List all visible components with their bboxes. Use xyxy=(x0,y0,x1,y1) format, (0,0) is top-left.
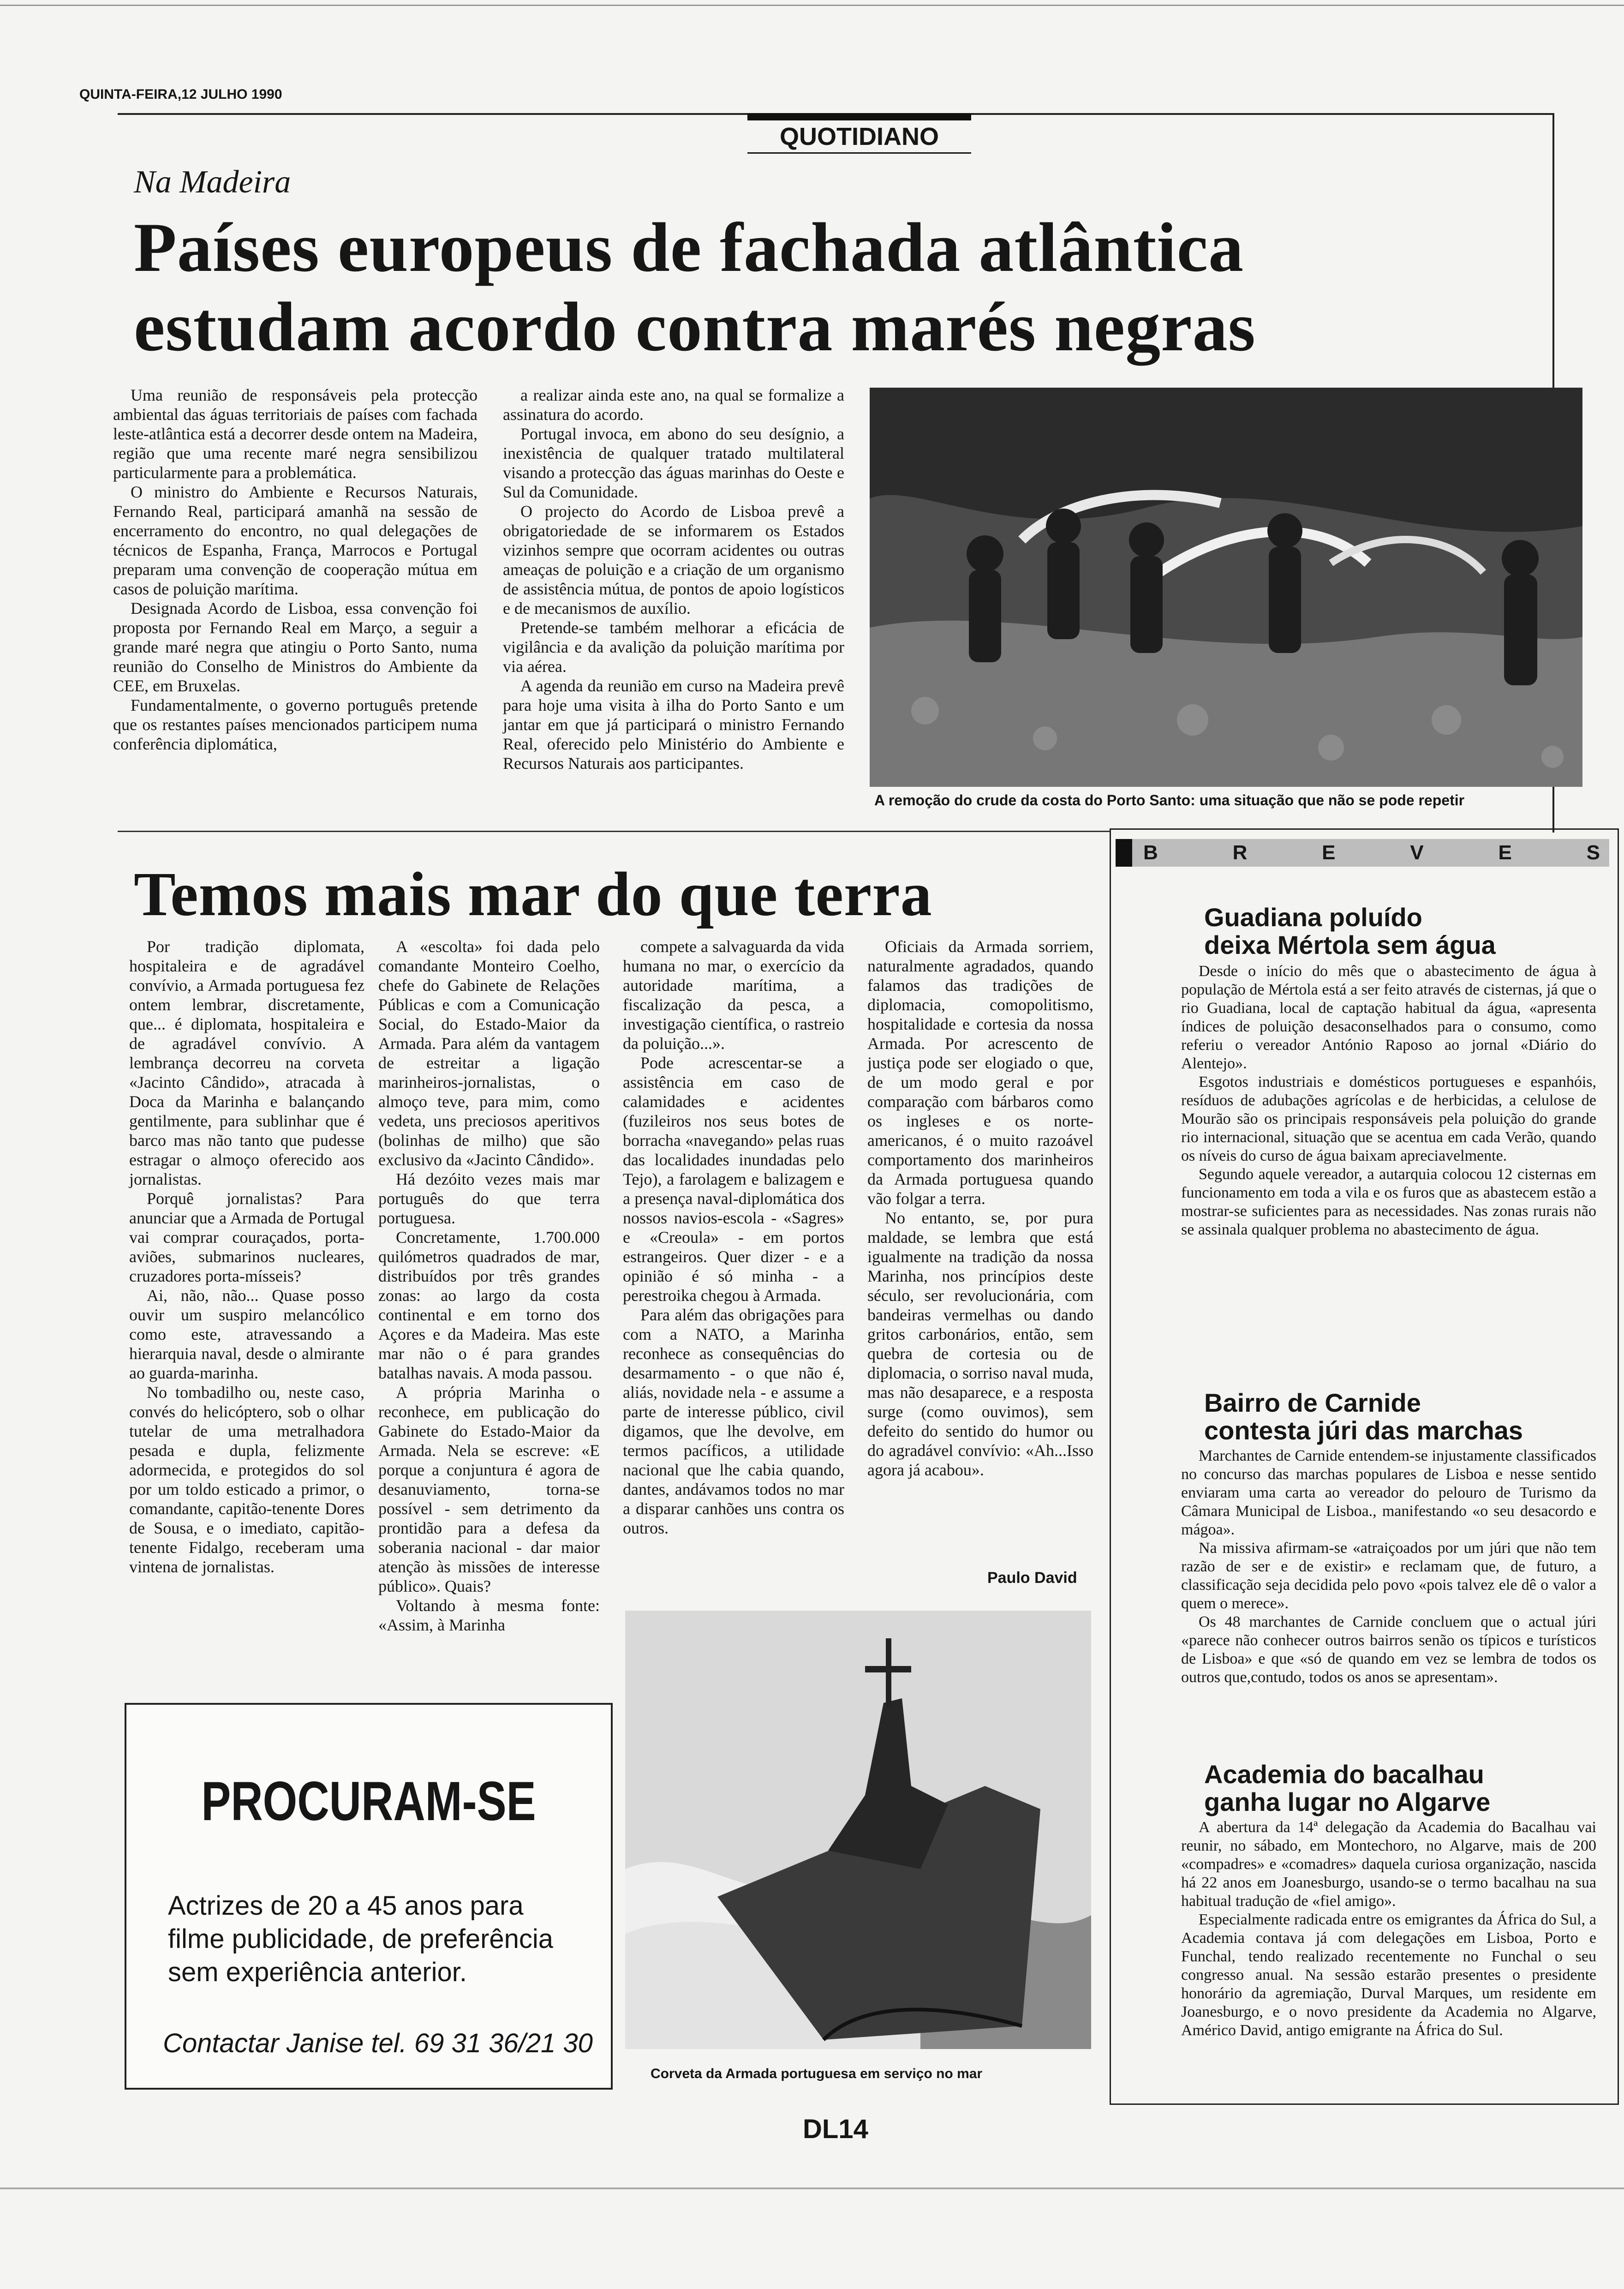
paragraph: Segundo aquele vereador, a autarquia colocou 12 cisternas em funcionamento em toda a vila e os furos que as abastecem estão a mostrar-se suficientes para as necessidades. Nas zonas rurais não se assinala qualquer problema no abastecimento de água. xyxy=(1181,1166,1596,1238)
page-folio: DL14 xyxy=(803,2114,868,2144)
breve3-body xyxy=(1181,1818,1596,2040)
headline-line-2: estudam acordo contra marés negras xyxy=(134,288,1256,366)
paragraph: Voltando à mesma fonte: «Assim, à Marinha xyxy=(378,1596,600,1634)
paragraph: Os 48 marchantes de Carnide concluem que o actual júri «parece não conhecer outros bairros senão os típicos e turísticos de Lisboa» e que «só de quando em vez se lembra de todos os outros que,contudo, todos os anos se apresentam». xyxy=(1181,1613,1596,1686)
paragraph: Porquê jornalistas? Para anunciar que a Armada de Portugal vai comprar couraçados, porta-aviões, submarinos nucleares, cruzadores porta-mísseis? xyxy=(129,1189,364,1285)
paragraph: Oficiais da Armada sorriem, naturalmente agradados, quando falamos das tradições de diplomacia, comopolitismo, hospitalidade e cortesia da nossa Armada. Por acrescento de justiça pode ser elogiado o que, de um modo geral e por comparação com bárbaros como os ingleses e os norte-americanos, é o muito razoável comportamento dos marinheiros da Armada portuguesa quando vão folgar a terra. xyxy=(867,937,1093,1208)
paragraph: Fundamentalmente, o governo português pretende que os restantes países mencionados participem numa conferência diplomática, xyxy=(113,696,478,753)
breve1-title xyxy=(1204,904,1496,959)
title-line: deixa Mértola sem água xyxy=(1204,930,1496,959)
article2-column-3 xyxy=(623,937,844,1538)
paragraph: A abertura da 14ª delegação da Academia do Bacalhau vai reunir, no sábado, em Montechoro, no Algarve, mais de 200 «compadres» e «comadres» daquela curiosa organização, nascida há 22 anos em Joanesburgo, usando-se o termo bacalhau na sua habitual tradução de «fiel amigo». xyxy=(1181,1819,1596,1910)
dateline: QUINTA-FEIRA,12 JULHO 1990 xyxy=(79,87,282,102)
paragraph: Especialmente radicada entre os emigrantes da África do Sul, a Academia contava já com delegações em Lisboa, Porto e Funchal, tendo realizado recentemente no Funchal o seu congresso anual. Na sessão estarão presentes o presidente honorário da agremiação, Durval Marques, um residente em Joanesburgo, e o novo presidente da Academia no Algarve, Américo David, antigo emigrante na África do Sul. xyxy=(1181,1911,1596,2039)
title-line: contesta júri das marchas xyxy=(1204,1416,1523,1445)
paragraph: Marchantes de Carnide entendem-se injustamente classificados no concurso das marchas populares de Lisboa e nesse sentido enviaram uma carta ao vereador do pelouro de Turismo da Câmara Municipal de Lisboa., manifestando «o seu desacordo e mágoa». xyxy=(1181,1447,1596,1538)
ad-title: PROCURAM-SE xyxy=(201,1770,536,1832)
article2-author: Paulo David xyxy=(987,1569,1077,1587)
article1-column-1 xyxy=(113,385,478,754)
paragraph: Ai, não, não... Quase posso ouvir um suspiro melancólico como este, atravessando a hierarquia naval, desde o almirante ao guarda-marinha. xyxy=(129,1286,364,1382)
title-line: Bairro de Carnide xyxy=(1204,1388,1421,1417)
breves-letter: E xyxy=(1498,841,1512,864)
classified-ad xyxy=(125,1703,613,2090)
paragraph: Designada Acordo de Lisboa, essa convenção foi proposta por Fernando Real em Março, a seguir a grande maré negra que atingiu o Porto Santo, numa reunião do Conselho de Ministros do Ambiente da CEE, em Bruxelas. xyxy=(113,599,478,695)
paragraph: compete a salvaguarda da vida humana no mar, o exercício da autoridade marítima, a fiscalização da pesca, a investigação científica, o rastreio da poluição...». xyxy=(623,937,844,1053)
article2-column-4 xyxy=(867,937,1093,1480)
paragraph: Desde o início do mês que o abastecimento de água à população de Mértola está a ser feito através de cisternas, já que o rio Guadiana, local de captação habitual da água, «apresenta índices de poluição desaconselhados para o consumo, como referiu o vereador António Raposo ao jornal «Diário do Alentejo». xyxy=(1181,963,1596,1072)
section-bar xyxy=(747,113,971,120)
article1-column-2 xyxy=(503,385,844,773)
scan-bottom-line xyxy=(0,2187,1624,2189)
section-label: QUOTIDIANO xyxy=(747,121,971,154)
headline-line-1: Países europeus de fachada atlântica xyxy=(134,209,1244,286)
article1-photo-caption: A remoção do crude da costa do Porto Santo: uma situação que não se pode repetir xyxy=(874,792,1465,809)
paragraph: Para além das obrigações para com a NATO, a Marinha reconhece as consequências do desarmamento - o que não é, aliás, novidade nela - e assume a parte de interesse público, civil digamos, que lhe devolve, em termos pacíficos, a utilidade nacional que lhe cabia quando, dantes, andávamos todos no mar a disparar canhões uns contra os outros. xyxy=(623,1306,844,1537)
paragraph: Pode acrescentar-se a assistência em caso de calamidades e acidentes (fuzileiros nos seus botes de borracha «navegando» pelas ruas das localidades inundadas pelo Tejo), a farolagem e balizagem e a presença naval-diplomática dos nossos navios-escola - «Sagres» e «Creoula» - em portos estrangeiros. Quer dizer - e a opinião é só minha - a perestroika chegou à Armada. xyxy=(623,1054,844,1305)
oil-cleanup-image-icon xyxy=(870,388,1582,787)
breves-letter: V xyxy=(1410,841,1424,864)
paragraph: a realizar ainda este ano, na qual se formalize a assinatura do acordo. xyxy=(503,386,844,424)
breves-letters xyxy=(1143,841,1609,864)
article1-headline xyxy=(134,208,1541,366)
article2-column-1 xyxy=(129,937,364,1576)
title-line: ganha lugar no Algarve xyxy=(1204,1787,1491,1816)
paragraph: No tombadilho ou, neste caso, convés do helicóptero, sob o olhar tutelar de uma metralhadora pesada e dupla, felizmente adormecida, e protegidos do sol por um toldo esticado a primor, o comandante, capitão-tenente Dores de Sousa, e o imediato, capitão-tenente Fidalgo, receberam uma vintena de jornalistas. xyxy=(129,1383,364,1576)
paragraph: Há dezóito vezes mais mar português do que terra portuguesa. xyxy=(378,1170,600,1227)
article1-kicker: Na Madeira xyxy=(134,164,291,200)
horizontal-divider xyxy=(118,831,1110,832)
paragraph: A própria Marinha o reconhece, em publicação do Gabinete do Estado-Maior da Armada. Nela se escreve: «E porque a conjuntura é agora de desanuviamento, torna-se possível - sem detrimento da prontidão para a defesa da soberania nacional - dar maior atenção às missões de interesse público». Quais? xyxy=(378,1383,600,1595)
article2-column-2 xyxy=(378,937,600,1635)
paragraph: A «escolta» foi dada pelo comandante Monteiro Coelho, chefe do Gabinete de Relações Públicas e com a Comunicação Social, do Estado-Maior da Armada. Para além da vantagem de estreitar a ligação marinheiros-jornalistas, o almoço teve, para mim, como vedeta, uns preciosos aperitivos (bolinhas de milho) que são exclusivo da «Jacinto Cândido». xyxy=(378,937,600,1169)
paragraph: Na missiva afirmam-se «atraiçoados por um júri que não tem razão de ser e de existir» e reclamam que, de futuro, a classificação seja decidida pelo povo «pois talvez ele dê o valor a quem o merece». xyxy=(1181,1540,1596,1612)
breves-letter: E xyxy=(1322,841,1336,864)
breve2-title xyxy=(1204,1389,1523,1444)
title-line: Guadiana poluído xyxy=(1204,903,1422,932)
paragraph: Concretamente, 1.700.000 quilómetros quadrados de mar, distribuídos por três grandes zonas: ao largo da costa continental e em torno dos Açores e da Madeira. Mas este mar não o é para grandes batalhas navais. A moda passou. xyxy=(378,1228,600,1382)
paragraph: Pretende-se também melhorar a eficácia de vigilância e da avalição da poluição marítima por via aérea. xyxy=(503,618,844,676)
breves-letter: S xyxy=(1586,841,1600,864)
breve3-title xyxy=(1204,1761,1490,1816)
breve2-body xyxy=(1181,1447,1596,1687)
paragraph: O ministro do Ambiente e Recursos Naturais, Fernando Real, participará amanhã na sessão de encerramento do encontro, no qual delegações de técnicos de Espanha, França, Marrocos e Portugal preparam uma convenção de cooperação mútua em casos de poluição marítima. xyxy=(113,483,478,598)
paragraph: Portugal invoca, em abono do seu desígnio, a inexistência de qualquer tratado multilateral visando a protecção das águas marinhas do Oeste e Sul da Comunidade. xyxy=(503,425,844,501)
corvette-ship-photo xyxy=(625,1611,1091,2049)
ad-text: Actrizes de 20 a 45 anos para filme publicidade, de preferência sem experiência anterior. xyxy=(168,1891,554,1987)
paragraph: Esgotos industriais e domésticos portugueses e espanhóis, resíduos de adubações agrícolas e de herbicidas, a celulose de Mourão são os principais responsáveis pela poluição do grande rio internacional, situação que se acentua em cada Verão, quando os níveis do curso de água baixam apreciavelmente. xyxy=(1181,1073,1596,1164)
corvette-ship-image-icon xyxy=(625,1611,1091,2049)
paragraph: No entanto, se, por pura maldade, se lembra que está igualmente na tradição da nossa Marinha, nos princípios deste século, ser revolucionária, com bandeiras vermelhas ou dando gritos carbonários, então, sem quebra de cortesia ou de diplomacia, o sorriso naval muda, mas não desaparece, e a resposta surge (como ouvimos), sem defeito do sentido do humor ou do agradável convívio: «Ah...Isso agora já acabou». xyxy=(867,1209,1093,1479)
breve1-body xyxy=(1181,962,1596,1239)
oil-cleanup-photo xyxy=(870,388,1582,787)
paragraph: O projecto do Acordo de Lisboa prevê a obrigatoriedade de se informarem os Estados vizinhos sempre que ocorram acidentes ou outras ameaças de poluição e a criação de um organismo de assistência mútua, de pontos de apoio logísticos e de mecanismos de auxílio. xyxy=(503,502,844,617)
breves-marker xyxy=(1116,839,1132,867)
scan-top-line xyxy=(0,5,1624,6)
article2-photo-caption: Corveta da Armada portuguesa em serviço no mar xyxy=(651,2066,983,2081)
paragraph: A agenda da reunião em curso na Madeira prevê para hoje uma visita à ilha do Porto Santo e um jantar em que já participará o ministro Fernando Real, oferecido pelo Ministério do Ambiente e Recursos Naturais aos participantes. xyxy=(503,677,844,773)
article2-headline: Temos mais mar do que terra xyxy=(134,860,932,929)
ad-contact: Contactar Janise tel. 69 31 36/21 30 xyxy=(163,2028,593,2058)
paragraph: Uma reunião de responsáveis pela protecção ambiental das águas territoriais de países com fachada leste-atlântica está a decorrer desde ontem na Madeira, região que uma recente maré negra sensibilizou particularmente para a problemática. xyxy=(113,386,478,482)
paragraph: Por tradição diplomata, hospitaleira e de agradável convívio, a Armada portuguesa fez ontem lembrar, discretamente, que... é diplomata, hospitaleira e de agradável convívio. A lembrança decorreu na corveta «Jacinto Cândido», atracada à Doca da Marinha e balançando gentilmente, para sublinhar que é barco mas não tanto que pudesse estragar o almoço oferecido aos jornalistas. xyxy=(129,937,364,1188)
breves-letter: R xyxy=(1232,841,1248,864)
breves-header xyxy=(1116,839,1609,867)
breves-letter: B xyxy=(1143,841,1158,864)
title-line: Academia do bacalhau xyxy=(1204,1760,1484,1789)
